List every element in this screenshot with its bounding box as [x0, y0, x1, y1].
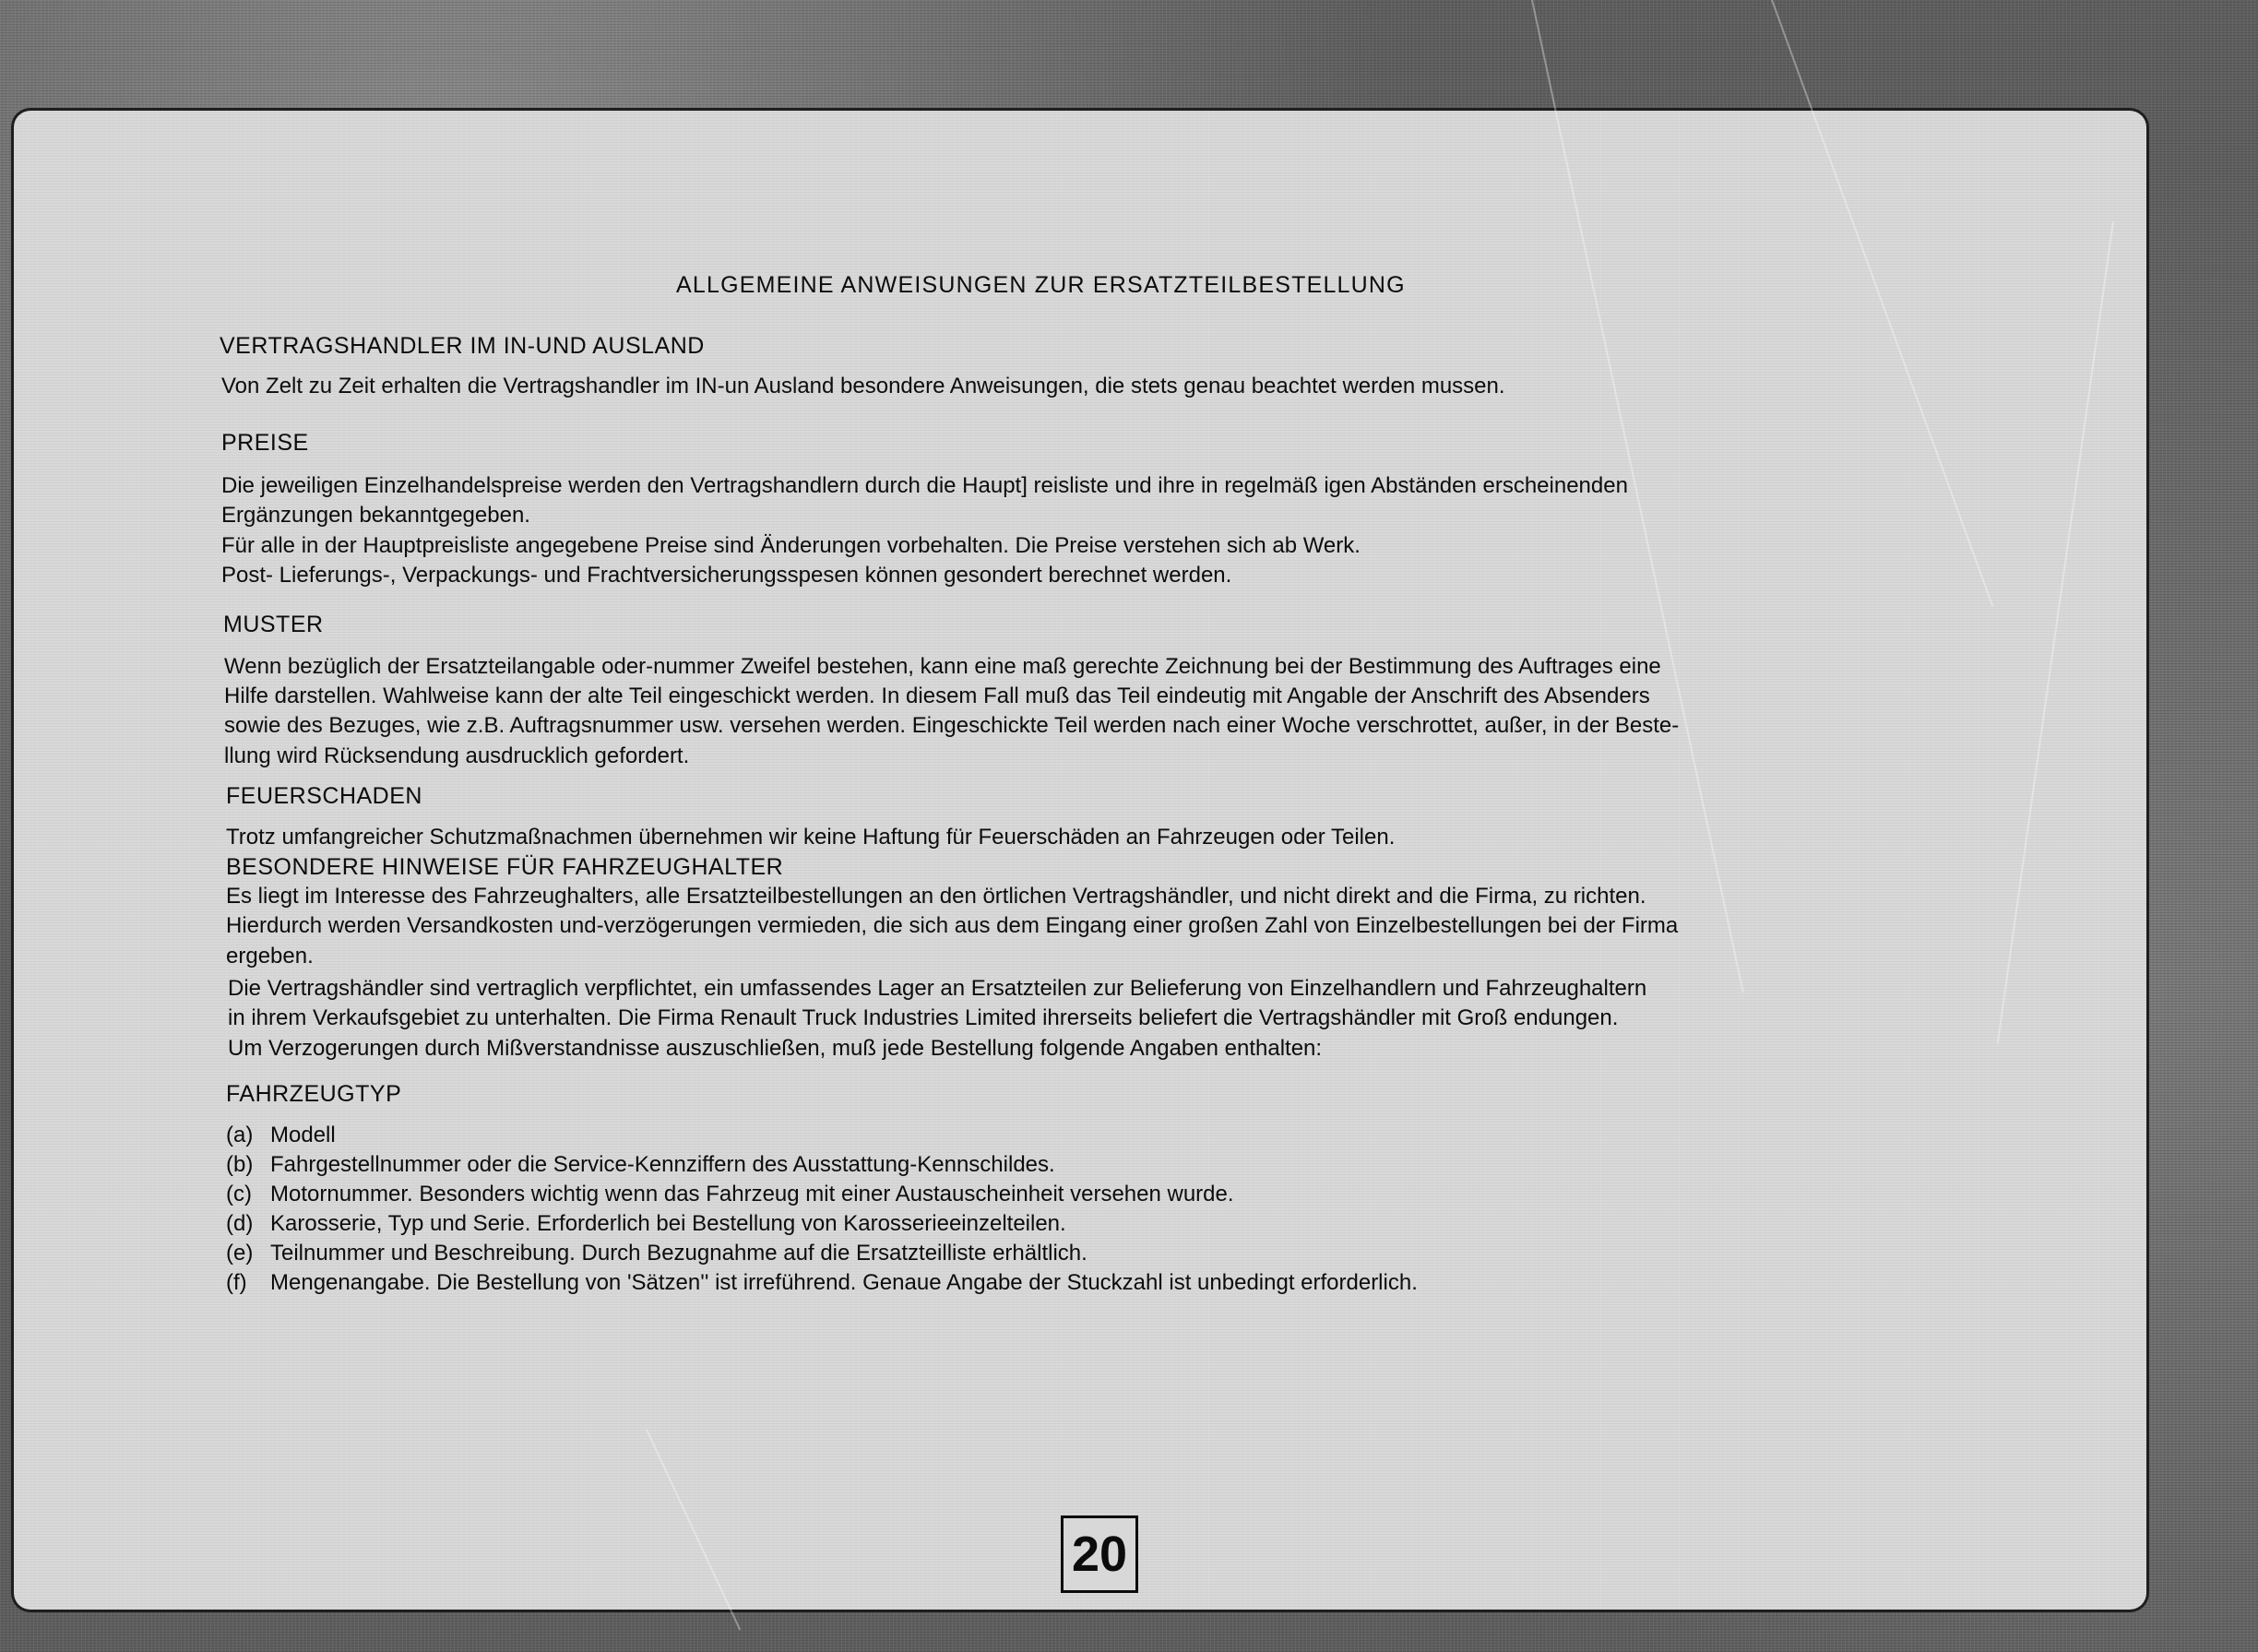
paragraph-line: Trotz umfangreicher Schutzmaßnachmen übernehmen wir keine Haftung für Feuerschäden an Fahrzeugen oder Teilen.	[226, 825, 1396, 850]
page-title: ALLGEMEINE ANWEISUNGEN ZUR ERSATZTEILBESTELLUNG	[676, 272, 1406, 298]
paragraph-line: Ergänzungen bekanntgegeben.	[221, 503, 530, 528]
heading-vertragshandler: VERTRAGSHANDLER IM IN-UND AUSLAND	[220, 333, 705, 359]
list-item-label: (f)	[226, 1270, 247, 1295]
list-item-text: Fahrgestellnummer oder die Service-Kennziffern des Ausstattung-Kennschildes.	[270, 1152, 1055, 1177]
list-item	[226, 1121, 1418, 1150]
paragraph-line: Hierdurch werden Versandkosten und-verzögerungen vermieden, die sich aus dem Eingang einer großen Zahl von Einzelbestellungen bei der Firma	[226, 913, 1679, 938]
heading-preise: PREISE	[221, 430, 309, 456]
list-item	[226, 1180, 1418, 1209]
paragraph-line: Für alle in der Hauptpreisliste angegebene Preise sind Änderungen vorbehalten. Die Preise verstehen sich ab Werk.	[221, 533, 1361, 558]
paragraph-line: Die Vertragshändler sind vertraglich verpflichtet, ein umfassendes Lager an Ersatzteilen zur Belieferung von Einzelhandlern und Fahrzeughaltern	[228, 976, 1647, 1001]
heading-besondere-hinweise: BESONDERE HINWEISE FÜR FAHRZEUGHALTER	[226, 854, 784, 880]
paragraph-line: Post- Lieferungs-, Verpackungs- und Frachtversicherungsspesen können gesondert berechnet werden.	[221, 563, 1232, 588]
list-item-text: Modell	[270, 1123, 336, 1147]
paragraph-line: sowie des Bezuges, wie z.B. Auftragsnummer usw. versehen werden. Eingeschickte Teil werden nach einer Woche verschrottet, außer, in der Beste-	[224, 713, 1680, 738]
list-item-label: (e)	[226, 1241, 254, 1266]
list-item-text: Motornummer. Besonders wichtig wenn das Fahrzeug mit einer Austauscheinheit versehen wurde.	[270, 1182, 1234, 1206]
list-item-label: (d)	[226, 1211, 254, 1236]
paragraph-line: Von Zelt zu Zeit erhalten die Vertragshandler im IN-un Ausland besondere Anweisungen, die stets genau beachtet werden mussen.	[221, 374, 1505, 398]
list-item-label: (b)	[226, 1152, 254, 1177]
list-item-text: Karosserie, Typ und Serie. Erforderlich bei Bestellung von Karosserieeinzelteilen.	[270, 1211, 1066, 1236]
paragraph-line: Hilfe darstellen. Wahlweise kann der alte Teil eingeschickt werden. In diesem Fall muß das Teil eindeutig mit Angable der Anschrift des Absenders	[224, 683, 1650, 708]
fahrzeugtyp-list	[226, 1121, 1418, 1298]
heading-feuerschaden: FEUERSCHADEN	[226, 783, 422, 809]
list-item-label: (a)	[226, 1123, 254, 1147]
paragraph-line: Die jeweiligen Einzelhandelspreise werden den Vertragshandlern durch die Haupt] reisliste und ihre in regelmäß igen Abständen erscheinenden	[221, 473, 1628, 498]
list-item	[226, 1209, 1418, 1239]
paragraph-line: llung wird Rücksendung ausdrucklich gefordert.	[224, 743, 690, 768]
list-item-label: (c)	[226, 1182, 252, 1206]
paragraph-line: Wenn bezüglich der Ersatzteilangable oder-nummer Zweifel bestehen, kann eine maß gerechte Zeichnung bei der Bestimmung des Auftrages eine	[224, 654, 1661, 679]
paragraph-line: in ihrem Verkaufsgebiet zu unterhalten. Die Firma Renault Truck Industries Limited ihrerseits beliefert die Vertragshändler mit Groß endungen.	[228, 1005, 1619, 1030]
list-item-text: Teilnummer und Beschreibung. Durch Bezugnahme auf die Ersatzteilliste erhältlich.	[270, 1241, 1087, 1266]
heading-fahrzeugtyp: FAHRZEUGTYP	[226, 1081, 402, 1107]
list-item-text: Mengenangabe. Die Bestellung von 'Sätzen'' ist irreführend. Genaue Angabe der Stuckzahl ist unbedingt erforderlich.	[270, 1270, 1418, 1295]
heading-muster: MUSTER	[223, 612, 324, 637]
list-item	[226, 1150, 1418, 1180]
paragraph-line: Es liegt im Interesse des Fahrzeughalters, alle Ersatzteilbestellungen an den örtlichen Vertragshändler, und nicht direkt and die Firma, zu richten.	[226, 884, 1646, 909]
paragraph-line: Um Verzogerungen durch Mißverstandnisse auszuschließen, muß jede Bestellung folgende Angaben enthalten:	[228, 1036, 1323, 1061]
page-number: 20	[1061, 1515, 1138, 1593]
paragraph-line: ergeben.	[226, 944, 314, 969]
list-item	[226, 1268, 1418, 1298]
list-item	[226, 1239, 1418, 1268]
